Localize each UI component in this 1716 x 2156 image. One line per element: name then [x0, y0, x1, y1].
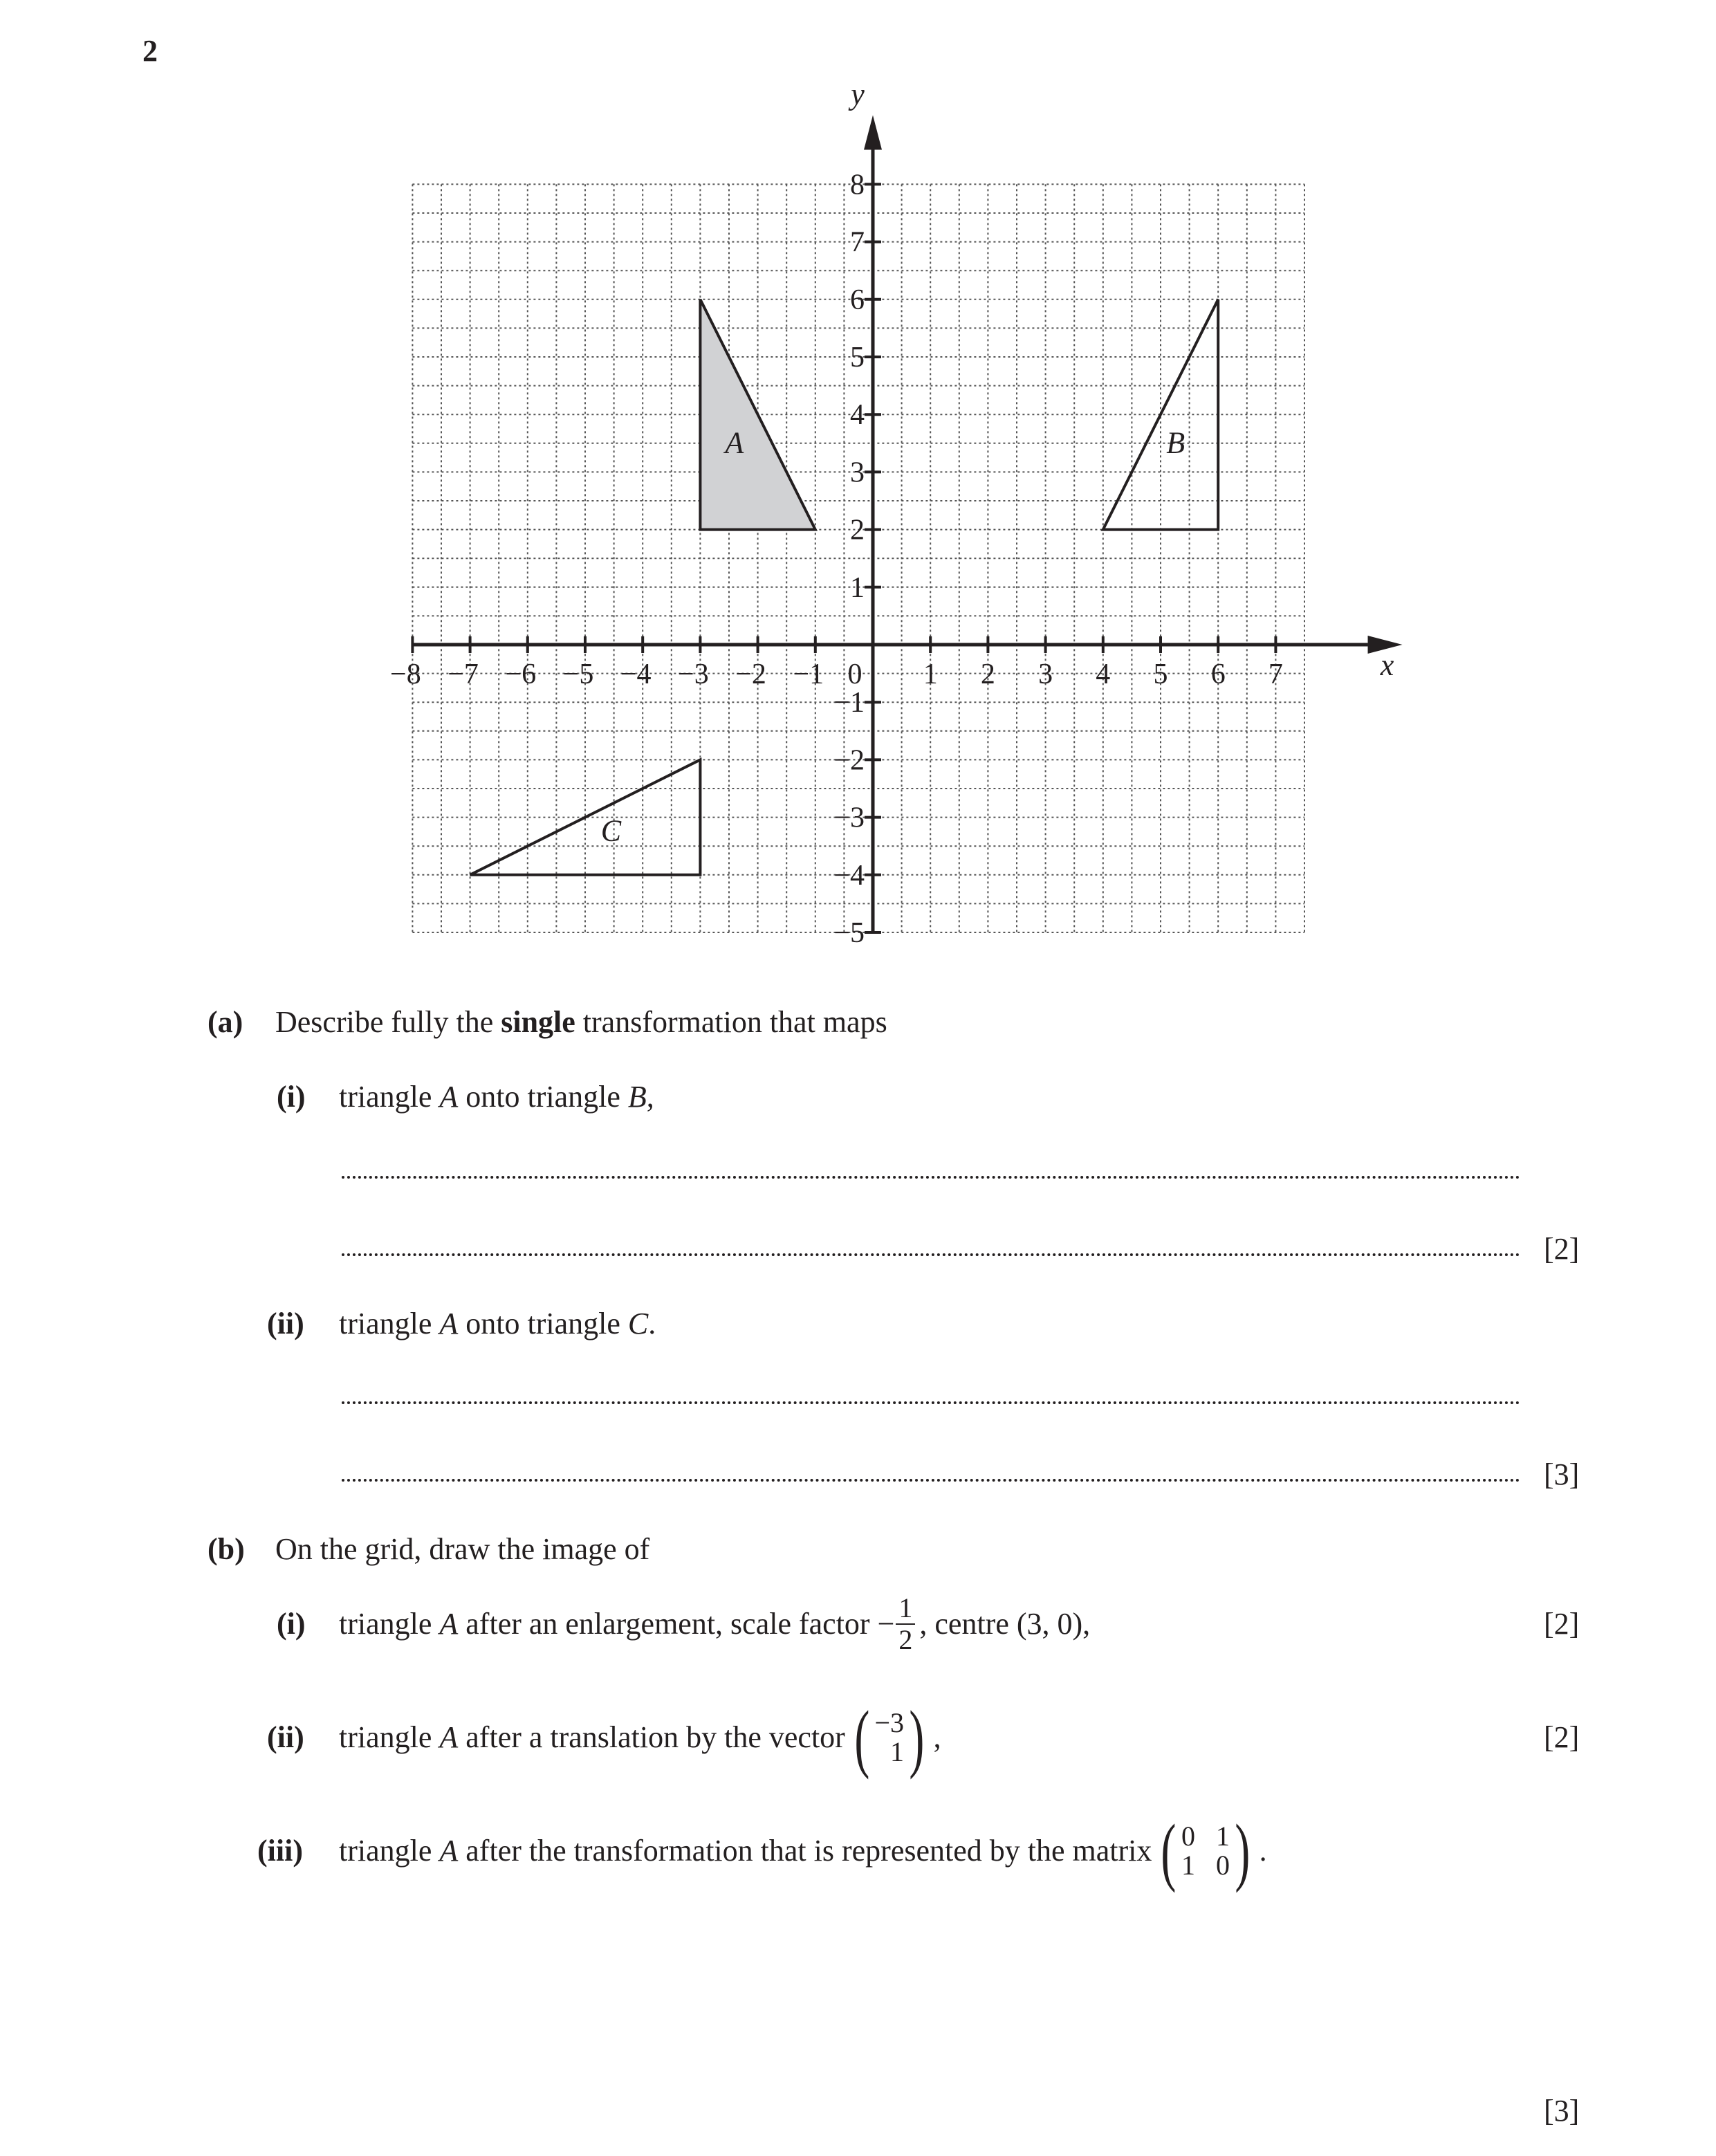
- a-ii-text-3: .: [648, 1307, 656, 1340]
- b-iii-text-1: triangle: [339, 1834, 440, 1868]
- answer-line-a-i-1[interactable]: [342, 1176, 1520, 1179]
- part-b-question: On the grid, draw the image of: [275, 1532, 650, 1566]
- y-axis-arrow-icon: [864, 115, 882, 149]
- a-i-text-1: triangle: [339, 1080, 440, 1114]
- fraction-denominator: 2: [898, 1624, 913, 1655]
- x-tick-label: 7: [1268, 658, 1283, 690]
- answer-line-a-ii-1[interactable]: [342, 1401, 1520, 1404]
- vector-top: −3: [874, 1707, 905, 1738]
- x-axis-label: x: [1380, 648, 1394, 682]
- b-i-text-3: , centre (3, 0),: [919, 1607, 1091, 1641]
- vector-bottom: 1: [890, 1736, 905, 1767]
- a-i-text-3: ,: [646, 1080, 654, 1114]
- y-tick-label: 1: [850, 571, 865, 604]
- matrix-entry: 1: [1181, 1850, 1196, 1881]
- part-a-label: (a): [207, 1005, 243, 1039]
- y-tick-label: −4: [833, 859, 865, 892]
- part-a-i-label: (i): [277, 1080, 306, 1114]
- right-paren-icon: ): [909, 1695, 925, 1780]
- answer-line-a-ii-2[interactable]: [342, 1479, 1520, 1482]
- marks-a-ii: [3]: [1544, 1457, 1580, 1491]
- marks-a-i: [2]: [1544, 1232, 1580, 1266]
- matrix-entry: 0: [1181, 1821, 1196, 1852]
- translation-vector: [849, 1695, 930, 1780]
- part-a-ii-label: (ii): [267, 1307, 304, 1340]
- left-paren-icon: (: [1161, 1809, 1177, 1893]
- part-b-ii-question: [339, 1695, 941, 1780]
- transformation-matrix: [1156, 1809, 1255, 1893]
- a-i-text-2: onto triangle: [458, 1080, 628, 1114]
- part-b-iii-question: [339, 1808, 1267, 1894]
- x-tick-label: −4: [620, 658, 652, 690]
- coordinate-grid: [0, 0, 1716, 968]
- marks-b-ii: [2]: [1544, 1720, 1580, 1754]
- b-i-var: A: [439, 1607, 459, 1641]
- x-tick-label: −7: [448, 658, 479, 690]
- x-tick-label: 5: [1153, 658, 1168, 690]
- triangle-label-a: A: [725, 425, 744, 460]
- scale-factor-fraction: [896, 1594, 915, 1654]
- b-iii-var: A: [439, 1834, 459, 1868]
- y-tick-label: −3: [833, 802, 865, 834]
- x-tick-label: 2: [980, 658, 995, 690]
- b-ii-text-2: after a translation by the vector: [458, 1720, 845, 1754]
- left-paren-icon: (: [854, 1695, 870, 1780]
- x-tick-label: −6: [505, 658, 537, 690]
- y-tick-label: 4: [850, 399, 865, 432]
- b-iii-text-3: .: [1259, 1834, 1267, 1868]
- part-a-text-before: Describe fully the: [275, 1005, 501, 1039]
- y-tick-label: 8: [850, 169, 865, 201]
- b-ii-var: A: [439, 1720, 459, 1754]
- a-ii-text-2: onto triangle: [458, 1307, 628, 1340]
- a-i-var-1: A: [439, 1080, 459, 1114]
- x-tick-label: −3: [678, 658, 709, 690]
- y-tick-label: 7: [850, 226, 865, 259]
- part-a-ii-question: [339, 1309, 656, 1339]
- a-i-var-2: B: [627, 1080, 647, 1114]
- part-b-label: (b): [207, 1532, 245, 1566]
- answer-line-a-i-2[interactable]: [342, 1253, 1520, 1256]
- page-number: 2: [142, 34, 158, 68]
- y-tick-label: 2: [850, 514, 865, 546]
- a-ii-var-2: C: [627, 1307, 649, 1340]
- y-tick-label: 5: [850, 342, 865, 374]
- part-b-i-question: [339, 1590, 1090, 1659]
- x-tick-label: −2: [735, 658, 766, 690]
- part-a-text-bold: single: [501, 1005, 575, 1039]
- part-a-question: [275, 1007, 887, 1038]
- fraction-numerator: 1: [896, 1594, 915, 1625]
- a-ii-text-1: triangle: [339, 1307, 440, 1340]
- matrix-entry: 0: [1216, 1850, 1230, 1881]
- part-b-i-label: (i): [277, 1607, 306, 1641]
- part-b-ii-label: (ii): [267, 1720, 304, 1754]
- part-a-text-after: transformation that maps: [575, 1005, 887, 1039]
- x-tick-label: −5: [562, 658, 594, 690]
- triangle-a: [700, 300, 815, 530]
- triangle-label-b: B: [1166, 425, 1185, 460]
- triangle-label-c: C: [600, 813, 622, 848]
- x-tick-label: 3: [1038, 658, 1053, 690]
- x-tick-label: −8: [390, 658, 421, 690]
- marks-b-iii: [3]: [1544, 2094, 1580, 2128]
- y-axis-label: y: [851, 77, 865, 111]
- b-iii-text-2: after the transformation that is represented by the matrix: [458, 1834, 1152, 1868]
- right-paren-icon: ): [1235, 1809, 1251, 1893]
- y-tick-label: 6: [850, 284, 865, 316]
- part-b-iii-label: (iii): [257, 1834, 303, 1868]
- marks-b-i: [2]: [1544, 1607, 1580, 1641]
- x-tick-label: 1: [923, 658, 938, 690]
- b-ii-text-1: triangle: [339, 1720, 440, 1754]
- a-ii-var-1: A: [439, 1307, 459, 1340]
- matrix-entry: 1: [1216, 1821, 1230, 1852]
- y-tick-label: −2: [833, 744, 865, 777]
- part-a-i-question: [339, 1082, 654, 1112]
- b-ii-text-3: ,: [933, 1720, 941, 1754]
- x-tick-label: −1: [793, 658, 824, 690]
- b-i-text-1: triangle: [339, 1607, 440, 1641]
- b-i-text-2: after an enlargement, scale factor −: [458, 1607, 895, 1641]
- x-tick-label: 0: [847, 658, 862, 690]
- y-tick-label: 3: [850, 457, 865, 489]
- y-tick-label: −5: [833, 917, 865, 949]
- x-tick-label: 4: [1096, 658, 1111, 690]
- y-tick-label: −1: [833, 687, 865, 719]
- x-tick-label: 6: [1210, 658, 1226, 690]
